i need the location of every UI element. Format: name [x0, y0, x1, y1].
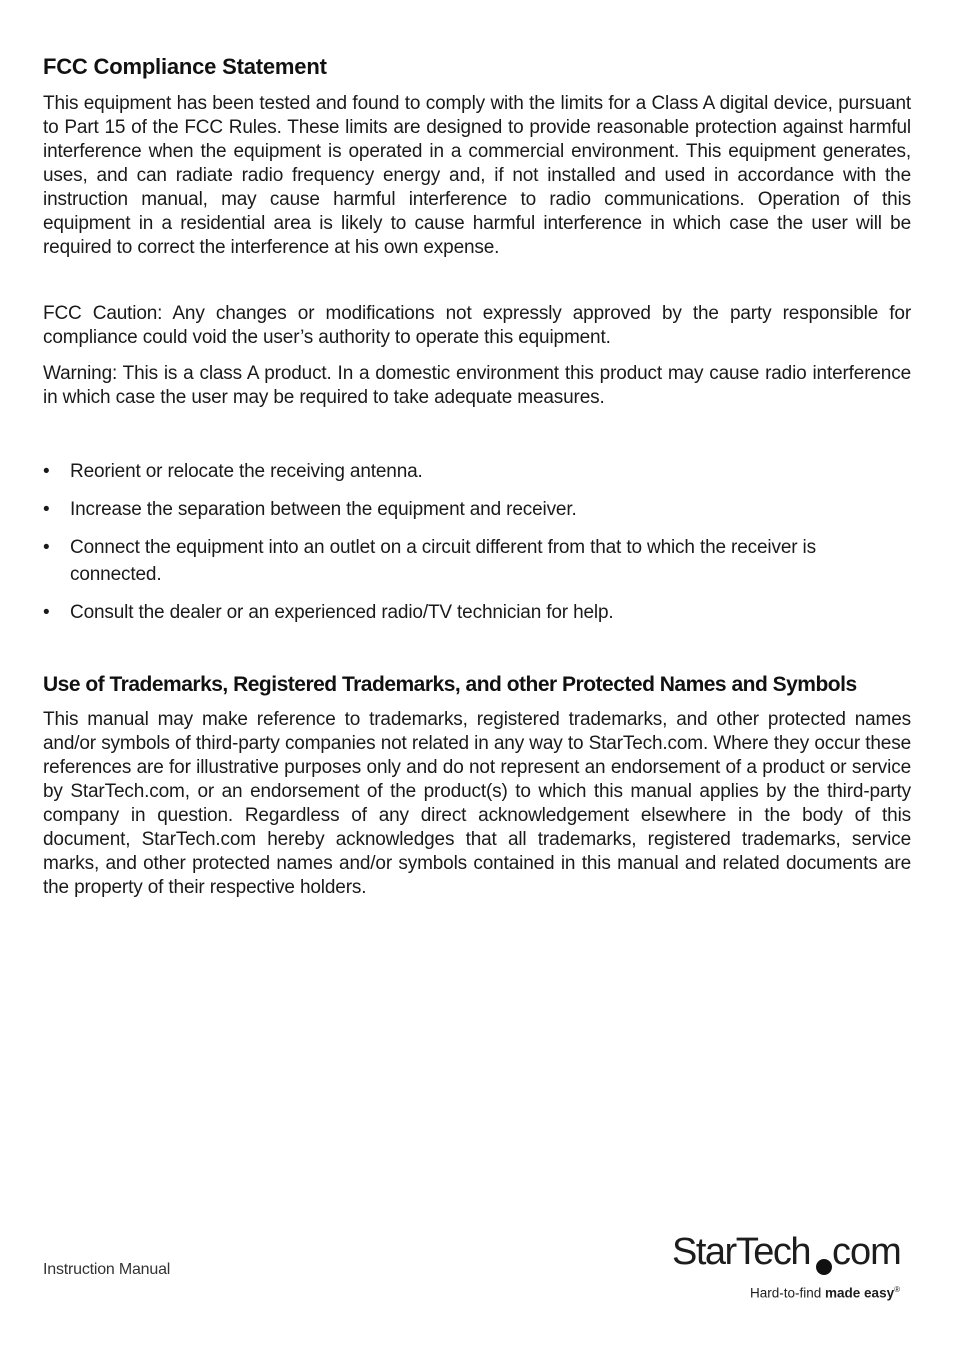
tagline-regular: Hard-to-find: [750, 1285, 826, 1301]
bullet-icon: •: [43, 461, 50, 482]
list-item-text: Connect the equipment into an outlet on a circuit different from that to which the receiver is connected.: [70, 537, 816, 585]
list-item-text: Reorient or relocate the receiving antenna.: [70, 461, 423, 482]
fcc-warning: Warning: This is a class A product. In a domestic environment this product may cause radio interference in which case the user may be required to take adequate measures.: [43, 363, 911, 408]
logo-suffix: com: [832, 1231, 901, 1273]
list-item: [43, 496, 911, 523]
logo-dot-icon: [816, 1259, 832, 1275]
fcc-heading: FCC Compliance Statement: [43, 54, 327, 79]
bullet-icon: •: [43, 499, 50, 520]
fcc-caution: FCC Caution: Any changes or modifications not expressly approved by the party responsible for compliance could void the user’s authority to operate this equipment.: [43, 303, 911, 348]
footer-label: Instruction Manual: [43, 1261, 171, 1278]
document-page: [43, 52, 911, 900]
startech-logo: [668, 1228, 913, 1304]
bullet-icon: •: [43, 537, 50, 558]
list-item-text: Consult the dealer or an experienced radio/TV technician for help.: [70, 602, 614, 623]
logo-tagline: [750, 1281, 900, 1303]
interference-measures-list: [43, 458, 911, 626]
fcc-statement: This equipment has been tested and found to comply with the limits for a Class A digital device, pursuant to Part 15 of the FCC Rules. These limits are designed to provide reasonable protection against harmful interference when the equipment is operated in a commercial environment. This equipment generates, uses, and can radiate radio frequency energy and, if not installed and used in accordance with the instruction manual, may cause harmful interference to radio communications. Operation of this equipment in a residential area is likely to cause harmful interference in which case the user will be required to correct the interference at his own expense.: [43, 93, 911, 258]
trademarks-heading: Use of Trademarks, Registered Trademarks, and other Protected Names and Symbols: [43, 673, 857, 696]
list-item: [43, 534, 911, 588]
logo-wordmark: StarTech: [672, 1231, 810, 1273]
registered-mark: ®: [894, 1285, 900, 1294]
list-item: [43, 599, 911, 626]
list-item: [43, 458, 911, 485]
bullet-icon: •: [43, 602, 50, 623]
list-item-text: Increase the separation between the equipment and receiver.: [70, 499, 577, 520]
trademarks-body: This manual may make reference to trademarks, registered trademarks, and other protected names and/or symbols of third-party companies not related in any way to StarTech.com. Where they occur these references are for illustrative purposes only and do not represent an endorsement of a product or service by StarTech.com, or an endorsement of the product(s) to which this manual applies by the third-party company in question. Regardless of any direct acknowledgement elsewhere in the body of this document, StarTech.com hereby acknowledges that all trademarks, registered trademarks, service marks, and other protected names and/or symbols contained in this manual and related documents are the property of their respective holders.: [43, 709, 911, 898]
tagline-bold: made easy: [825, 1285, 895, 1301]
